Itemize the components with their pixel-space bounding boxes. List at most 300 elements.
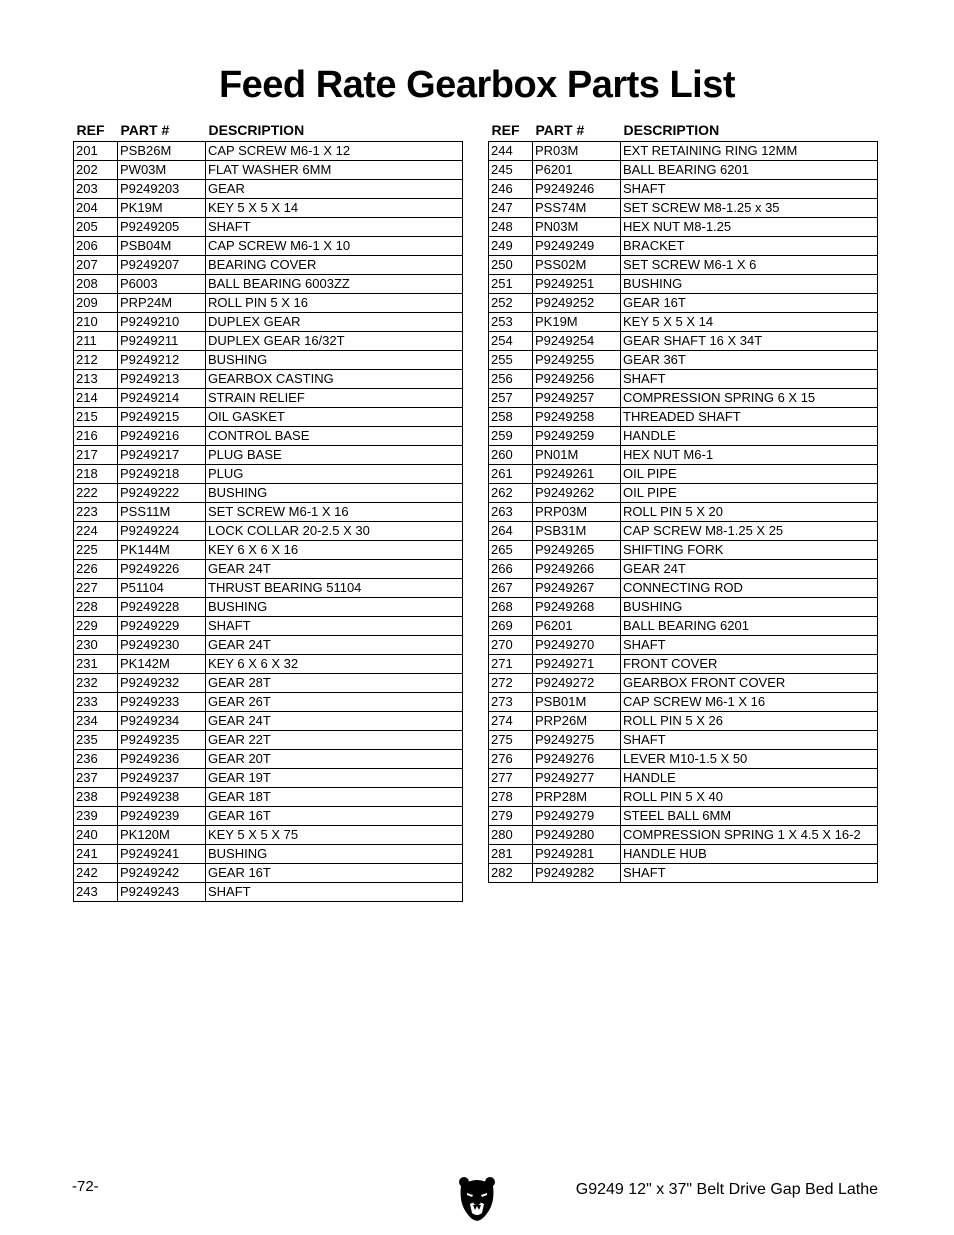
- description-cell: GEAR 24T: [206, 560, 463, 579]
- ref-cell: 211: [74, 332, 118, 351]
- table-row: [489, 484, 878, 503]
- ref-cell: 210: [74, 313, 118, 332]
- part-number-cell: P6003: [118, 275, 206, 294]
- ref-cell: 252: [489, 294, 533, 313]
- part-number-cell: PSB01M: [533, 693, 621, 712]
- part-number-cell: P9249254: [533, 332, 621, 351]
- ref-cell: 224: [74, 522, 118, 541]
- ref-cell: 234: [74, 712, 118, 731]
- description-cell: LOCK COLLAR 20-2.5 X 30: [206, 522, 463, 541]
- ref-cell: 201: [74, 142, 118, 161]
- description-cell: CAP SCREW M6-1 X 10: [206, 237, 463, 256]
- table-row: [74, 351, 463, 370]
- part-number-cell: P9249230: [118, 636, 206, 655]
- table-row: [74, 465, 463, 484]
- parts-table-right: [488, 119, 878, 883]
- part-number-cell: P9249234: [118, 712, 206, 731]
- table-row: [489, 636, 878, 655]
- table-row: [74, 826, 463, 845]
- description-header: DESCRIPTION: [208, 122, 305, 138]
- table-header-row: [489, 119, 878, 142]
- ref-cell: 233: [74, 693, 118, 712]
- part-number-cell: P9249267: [533, 579, 621, 598]
- table-row: [489, 218, 878, 237]
- table-row: [74, 180, 463, 199]
- ref-cell: 216: [74, 427, 118, 446]
- ref-cell: 262: [489, 484, 533, 503]
- parts-table-right-body: [489, 142, 878, 883]
- part-number-cell: P9249271: [533, 655, 621, 674]
- table-row: [489, 541, 878, 560]
- ref-cell: 242: [74, 864, 118, 883]
- part-number-cell: PN01M: [533, 446, 621, 465]
- description-cell: GEAR 24T: [621, 560, 878, 579]
- part-number-cell: P9249212: [118, 351, 206, 370]
- table-row: [74, 142, 463, 161]
- table-row: [74, 332, 463, 351]
- description-cell: HEX NUT M8-1.25: [621, 218, 878, 237]
- part-number-cell: PSS02M: [533, 256, 621, 275]
- table-row: [74, 541, 463, 560]
- part-number-cell: P9249251: [533, 275, 621, 294]
- ref-cell: 258: [489, 408, 533, 427]
- part-number-cell: PSS11M: [118, 503, 206, 522]
- table-row: [489, 522, 878, 541]
- table-row: [74, 313, 463, 332]
- description-cell: BUSHING: [621, 598, 878, 617]
- description-cell: KEY 6 X 6 X 16: [206, 541, 463, 560]
- ref-cell: 241: [74, 845, 118, 864]
- part-number-cell: P9249282: [533, 864, 621, 883]
- table-row: [489, 769, 878, 788]
- description-cell: GEAR SHAFT 16 X 34T: [621, 332, 878, 351]
- part-number-cell: P9249268: [533, 598, 621, 617]
- table-row: [489, 788, 878, 807]
- ref-cell: 261: [489, 465, 533, 484]
- table-row: [489, 446, 878, 465]
- ref-cell: 204: [74, 199, 118, 218]
- table-row: [74, 237, 463, 256]
- ref-header: REF: [491, 122, 520, 138]
- ref-cell: 266: [489, 560, 533, 579]
- table-row: [489, 579, 878, 598]
- table-row: [74, 712, 463, 731]
- table-row: [74, 617, 463, 636]
- description-cell: GEAR 16T: [206, 807, 463, 826]
- part-number-cell: P9249279: [533, 807, 621, 826]
- part-number-cell: P9249246: [533, 180, 621, 199]
- description-cell: PLUG BASE: [206, 446, 463, 465]
- part-number-cell: P9249211: [118, 332, 206, 351]
- part-number-cell: PSB26M: [118, 142, 206, 161]
- table-row: [489, 275, 878, 294]
- part-number-cell: P9249214: [118, 389, 206, 408]
- table-row: [489, 598, 878, 617]
- ref-cell: 244: [489, 142, 533, 161]
- description-cell: OIL GASKET: [206, 408, 463, 427]
- part-number-cell: PW03M: [118, 161, 206, 180]
- ref-cell: 281: [489, 845, 533, 864]
- ref-cell: 217: [74, 446, 118, 465]
- part-number-cell: P9249228: [118, 598, 206, 617]
- part-number-cell: P9249258: [533, 408, 621, 427]
- ref-cell: 229: [74, 617, 118, 636]
- description-cell: SHAFT: [206, 617, 463, 636]
- table-row: [74, 693, 463, 712]
- description-header: DESCRIPTION: [623, 122, 720, 138]
- description-cell: BRACKET: [621, 237, 878, 256]
- description-cell: CAP SCREW M6-1 X 16: [621, 693, 878, 712]
- description-cell: THREADED SHAFT: [621, 408, 878, 427]
- part-number-cell: P9249241: [118, 845, 206, 864]
- description-cell: DUPLEX GEAR 16/32T: [206, 332, 463, 351]
- table-row: [489, 750, 878, 769]
- ref-cell: 275: [489, 731, 533, 750]
- part-number-cell: P9249233: [118, 693, 206, 712]
- table-row: [74, 427, 463, 446]
- table-row: [74, 598, 463, 617]
- part-number-cell: P9249232: [118, 674, 206, 693]
- description-cell: KEY 5 X 5 X 14: [206, 199, 463, 218]
- ref-cell: 205: [74, 218, 118, 237]
- ref-cell: 276: [489, 750, 533, 769]
- table-row: [489, 199, 878, 218]
- ref-cell: 264: [489, 522, 533, 541]
- description-cell: GEAR 19T: [206, 769, 463, 788]
- description-cell: CONNECTING ROD: [621, 579, 878, 598]
- table-row: [74, 161, 463, 180]
- table-row: [74, 655, 463, 674]
- part-number-cell: P9249210: [118, 313, 206, 332]
- ref-cell: 208: [74, 275, 118, 294]
- ref-cell: 249: [489, 237, 533, 256]
- ref-cell: 246: [489, 180, 533, 199]
- ref-cell: 222: [74, 484, 118, 503]
- description-cell: OIL PIPE: [621, 465, 878, 484]
- part-number-cell: PSB31M: [533, 522, 621, 541]
- part-number-cell: P9249275: [533, 731, 621, 750]
- table-row: [489, 142, 878, 161]
- part-number-cell: P9249224: [118, 522, 206, 541]
- table-row: [489, 370, 878, 389]
- ref-cell: 268: [489, 598, 533, 617]
- ref-cell: 227: [74, 579, 118, 598]
- ref-cell: 238: [74, 788, 118, 807]
- description-cell: GEAR: [206, 180, 463, 199]
- table-row: [74, 275, 463, 294]
- ref-cell: 207: [74, 256, 118, 275]
- ref-cell: 206: [74, 237, 118, 256]
- table-row: [74, 750, 463, 769]
- description-cell: CAP SCREW M8-1.25 X 25: [621, 522, 878, 541]
- description-cell: GEARBOX CASTING: [206, 370, 463, 389]
- ref-cell: 278: [489, 788, 533, 807]
- ref-cell: 250: [489, 256, 533, 275]
- ref-cell: 223: [74, 503, 118, 522]
- part-number-cell: P9249226: [118, 560, 206, 579]
- part-number-cell: P9249217: [118, 446, 206, 465]
- table-row: [74, 807, 463, 826]
- ref-cell: 228: [74, 598, 118, 617]
- table-row: [74, 484, 463, 503]
- table-row: [489, 674, 878, 693]
- description-cell: GEAR 16T: [206, 864, 463, 883]
- table-row: [74, 522, 463, 541]
- description-cell: SET SCREW M6-1 X 16: [206, 503, 463, 522]
- description-cell: BEARING COVER: [206, 256, 463, 275]
- part-number-cell: P9249280: [533, 826, 621, 845]
- description-cell: BUSHING: [206, 598, 463, 617]
- description-cell: GEAR 26T: [206, 693, 463, 712]
- grizzly-bear-logo-icon: [458, 1176, 496, 1222]
- table-row: [489, 408, 878, 427]
- table-row: [489, 313, 878, 332]
- description-cell: SET SCREW M8-1.25 x 35: [621, 199, 878, 218]
- description-cell: PLUG: [206, 465, 463, 484]
- table-row: [489, 826, 878, 845]
- description-cell: DUPLEX GEAR: [206, 313, 463, 332]
- table-row: [489, 237, 878, 256]
- table-row: [489, 693, 878, 712]
- part-number-cell: P9249235: [118, 731, 206, 750]
- description-cell: SHIFTING FORK: [621, 541, 878, 560]
- description-cell: ROLL PIN 5 X 16: [206, 294, 463, 313]
- part-number-cell: P9249218: [118, 465, 206, 484]
- description-cell: OIL PIPE: [621, 484, 878, 503]
- ref-cell: 257: [489, 389, 533, 408]
- table-row: [74, 579, 463, 598]
- description-cell: SHAFT: [621, 731, 878, 750]
- ref-cell: 270: [489, 636, 533, 655]
- part-number-cell: P9249261: [533, 465, 621, 484]
- ref-cell: 248: [489, 218, 533, 237]
- description-cell: GEAR 18T: [206, 788, 463, 807]
- table-row: [74, 864, 463, 883]
- description-cell: GEAR 36T: [621, 351, 878, 370]
- table-row: [489, 180, 878, 199]
- description-cell: GEAR 24T: [206, 636, 463, 655]
- ref-cell: 254: [489, 332, 533, 351]
- table-row: [74, 674, 463, 693]
- table-row: [489, 845, 878, 864]
- description-cell: COMPRESSION SPRING 1 X 4.5 X 16-2: [621, 826, 878, 845]
- part-number-cell: P9249265: [533, 541, 621, 560]
- ref-cell: 240: [74, 826, 118, 845]
- table-row: [489, 617, 878, 636]
- ref-cell: 203: [74, 180, 118, 199]
- table-row: [489, 256, 878, 275]
- description-cell: STRAIN RELIEF: [206, 389, 463, 408]
- part-number-cell: P6201: [533, 617, 621, 636]
- description-cell: SET SCREW M6-1 X 6: [621, 256, 878, 275]
- ref-cell: 212: [74, 351, 118, 370]
- ref-cell: 274: [489, 712, 533, 731]
- part-number-cell: P9249229: [118, 617, 206, 636]
- ref-cell: 214: [74, 389, 118, 408]
- table-row: [74, 446, 463, 465]
- ref-cell: 263: [489, 503, 533, 522]
- table-row: [74, 560, 463, 579]
- ref-cell: 239: [74, 807, 118, 826]
- description-cell: HANDLE: [621, 769, 878, 788]
- ref-cell: 269: [489, 617, 533, 636]
- ref-cell: 218: [74, 465, 118, 484]
- part-number-cell: P9249207: [118, 256, 206, 275]
- table-row: [489, 655, 878, 674]
- table-row: [74, 503, 463, 522]
- ref-cell: 215: [74, 408, 118, 427]
- ref-cell: 267: [489, 579, 533, 598]
- table-row: [74, 788, 463, 807]
- part-number-cell: P9249243: [118, 883, 206, 902]
- ref-cell: 265: [489, 541, 533, 560]
- table-row: [74, 408, 463, 427]
- description-cell: BALL BEARING 6201: [621, 161, 878, 180]
- table-row: [74, 389, 463, 408]
- ref-cell: 232: [74, 674, 118, 693]
- description-cell: GEARBOX FRONT COVER: [621, 674, 878, 693]
- description-cell: FRONT COVER: [621, 655, 878, 674]
- ref-cell: 237: [74, 769, 118, 788]
- table-row: [489, 389, 878, 408]
- part-number-cell: P9249216: [118, 427, 206, 446]
- model-caption: G9249 12" x 37" Belt Drive Gap Bed Lathe: [575, 1181, 878, 1198]
- table-row: [489, 294, 878, 313]
- part-number-cell: P9249203: [118, 180, 206, 199]
- description-cell: SHAFT: [621, 636, 878, 655]
- ref-cell: 271: [489, 655, 533, 674]
- table-row: [489, 731, 878, 750]
- description-cell: GEAR 28T: [206, 674, 463, 693]
- table-row: [74, 636, 463, 655]
- table-row: [489, 807, 878, 826]
- ref-cell: 209: [74, 294, 118, 313]
- part-number-cell: PK142M: [118, 655, 206, 674]
- description-cell: SHAFT: [621, 370, 878, 389]
- part-number-cell: P51104: [118, 579, 206, 598]
- description-cell: FLAT WASHER 6MM: [206, 161, 463, 180]
- ref-cell: 260: [489, 446, 533, 465]
- table-row: [489, 332, 878, 351]
- part-number-cell: P9249272: [533, 674, 621, 693]
- part-number-cell: PRP24M: [118, 294, 206, 313]
- table-row: [74, 370, 463, 389]
- description-cell: COMPRESSION SPRING 6 X 15: [621, 389, 878, 408]
- ref-cell: 213: [74, 370, 118, 389]
- description-cell: EXT RETAINING RING 12MM: [621, 142, 878, 161]
- description-cell: CONTROL BASE: [206, 427, 463, 446]
- description-cell: BUSHING: [206, 351, 463, 370]
- part-number-cell: PK19M: [533, 313, 621, 332]
- ref-cell: 282: [489, 864, 533, 883]
- table-row: [74, 769, 463, 788]
- table-row: [74, 294, 463, 313]
- table-header-row: [74, 119, 463, 142]
- ref-cell: 279: [489, 807, 533, 826]
- ref-cell: 256: [489, 370, 533, 389]
- parts-table-left: [73, 119, 463, 902]
- part-number-cell: P9249266: [533, 560, 621, 579]
- description-cell: HANDLE HUB: [621, 845, 878, 864]
- page-number: -72-: [72, 1178, 99, 1195]
- table-row: [489, 351, 878, 370]
- table-row: [74, 256, 463, 275]
- part-number-cell: P9249236: [118, 750, 206, 769]
- part-number-cell: PK120M: [118, 826, 206, 845]
- part-number-cell: PN03M: [533, 218, 621, 237]
- ref-cell: 259: [489, 427, 533, 446]
- part-number-cell: P9249281: [533, 845, 621, 864]
- part-number-cell: P9249259: [533, 427, 621, 446]
- ref-cell: 245: [489, 161, 533, 180]
- table-row: [74, 218, 463, 237]
- table-row: [489, 560, 878, 579]
- part-number-cell: P9249255: [533, 351, 621, 370]
- description-cell: GEAR 22T: [206, 731, 463, 750]
- page-title: Feed Rate Gearbox Parts List: [218, 64, 736, 106]
- part-number-cell: PRP26M: [533, 712, 621, 731]
- description-cell: SHAFT: [621, 864, 878, 883]
- ref-cell: 280: [489, 826, 533, 845]
- part-number-cell: PK19M: [118, 199, 206, 218]
- part-number-cell: P9249237: [118, 769, 206, 788]
- description-cell: SHAFT: [206, 883, 463, 902]
- ref-cell: 251: [489, 275, 533, 294]
- part-number-cell: P9249242: [118, 864, 206, 883]
- part-number-cell: P9249277: [533, 769, 621, 788]
- table-row: [489, 161, 878, 180]
- parts-table-left-body: [74, 142, 463, 902]
- description-cell: SHAFT: [206, 218, 463, 237]
- part-number-cell: P9249205: [118, 218, 206, 237]
- description-cell: KEY 5 X 5 X 14: [621, 313, 878, 332]
- description-cell: THRUST BEARING 51104: [206, 579, 463, 598]
- ref-cell: 202: [74, 161, 118, 180]
- ref-cell: 272: [489, 674, 533, 693]
- description-cell: GEAR 16T: [621, 294, 878, 313]
- description-cell: KEY 6 X 6 X 32: [206, 655, 463, 674]
- part-number-cell: P9249249: [533, 237, 621, 256]
- description-cell: BALL BEARING 6003ZZ: [206, 275, 463, 294]
- description-cell: GEAR 24T: [206, 712, 463, 731]
- description-cell: KEY 5 X 5 X 75: [206, 826, 463, 845]
- description-cell: ROLL PIN 5 X 20: [621, 503, 878, 522]
- table-row: [74, 199, 463, 218]
- part-number-cell: PSB04M: [118, 237, 206, 256]
- part-number-cell: P9249215: [118, 408, 206, 427]
- ref-cell: 277: [489, 769, 533, 788]
- ref-cell: 247: [489, 199, 533, 218]
- part-number-cell: P9249257: [533, 389, 621, 408]
- description-cell: ROLL PIN 5 X 40: [621, 788, 878, 807]
- ref-cell: 231: [74, 655, 118, 674]
- part-number-cell: P9249262: [533, 484, 621, 503]
- part-number-cell: PRP28M: [533, 788, 621, 807]
- ref-cell: 273: [489, 693, 533, 712]
- part-number-cell: P9249270: [533, 636, 621, 655]
- ref-cell: 255: [489, 351, 533, 370]
- part-number-cell: PSS74M: [533, 199, 621, 218]
- table-row: [489, 427, 878, 446]
- part-number-cell: P9249239: [118, 807, 206, 826]
- description-cell: GEAR 20T: [206, 750, 463, 769]
- table-row: [489, 503, 878, 522]
- description-cell: SHAFT: [621, 180, 878, 199]
- description-cell: HANDLE: [621, 427, 878, 446]
- table-row: [489, 864, 878, 883]
- ref-cell: 226: [74, 560, 118, 579]
- description-cell: LEVER M10-1.5 X 50: [621, 750, 878, 769]
